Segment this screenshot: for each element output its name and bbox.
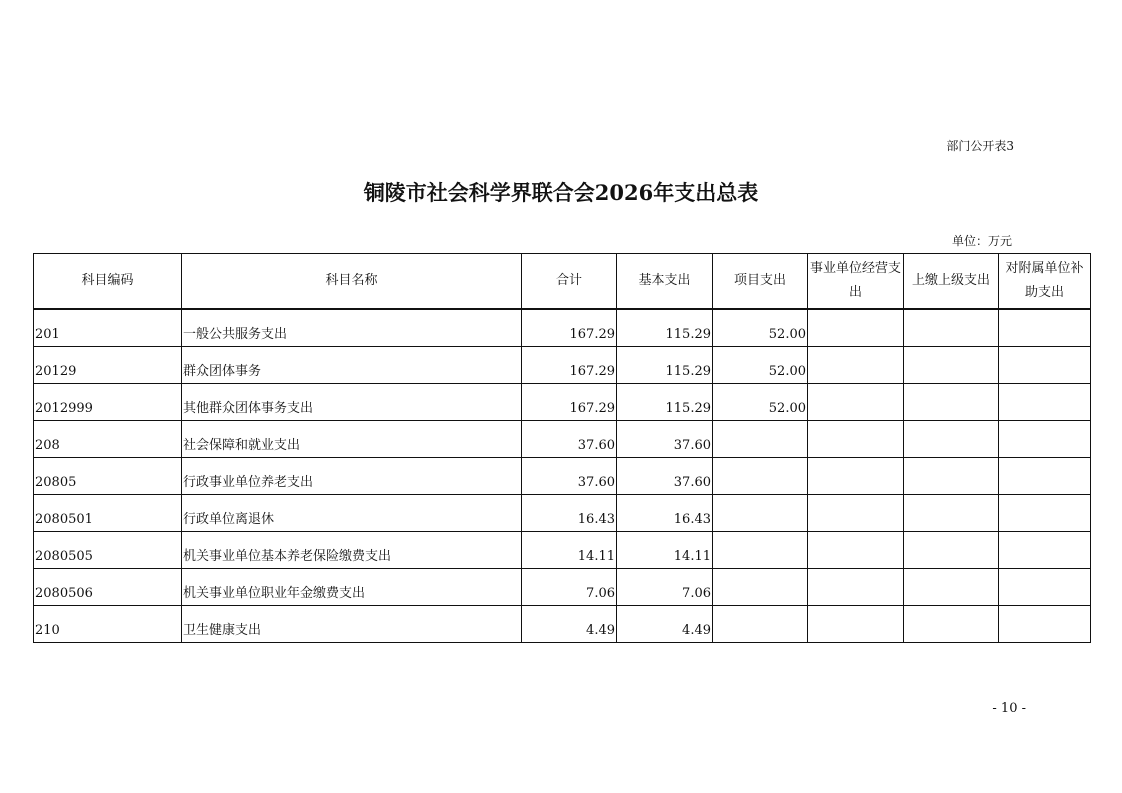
cell-upper xyxy=(904,346,999,383)
cell-name: 其他群众团体事务支出 xyxy=(182,383,522,420)
cell-name: 机关事业单位基本养老保险缴费支出 xyxy=(182,531,522,568)
table-row xyxy=(34,383,1091,420)
unit-note: 单位：万元 xyxy=(951,234,1012,248)
cell-basic: 16.43 xyxy=(617,494,713,531)
cell-project: 52.00 xyxy=(713,346,808,383)
table-label: 部门公开表3 xyxy=(946,139,1014,153)
cell-total: 16.43 xyxy=(522,494,617,531)
cell-code: 2080506 xyxy=(34,568,182,605)
cell-upper xyxy=(904,420,999,457)
cell-basic: 4.49 xyxy=(617,605,713,642)
cell-project xyxy=(713,605,808,642)
table-row xyxy=(34,346,1091,383)
cell-code: 20129 xyxy=(34,346,182,383)
cell-basic: 37.60 xyxy=(617,420,713,457)
cell-basic: 14.11 xyxy=(617,531,713,568)
cell-subsidy xyxy=(999,494,1091,531)
cell-total: 167.29 xyxy=(522,309,617,346)
cell-subsidy xyxy=(999,420,1091,457)
cell-code: 210 xyxy=(34,605,182,642)
cell-total: 4.49 xyxy=(522,605,617,642)
table-row xyxy=(34,568,1091,605)
cell-basic: 37.60 xyxy=(617,457,713,494)
cell-name: 卫生健康支出 xyxy=(182,605,522,642)
cell-upper xyxy=(904,568,999,605)
cell-basic: 115.29 xyxy=(617,346,713,383)
cell-name: 行政单位离退休 xyxy=(182,494,522,531)
header-name: 科目名称 xyxy=(182,254,522,310)
cell-upper xyxy=(904,531,999,568)
cell-code: 2012999 xyxy=(34,383,182,420)
header-subsidy: 对附属单位补助支出 xyxy=(999,254,1091,310)
cell-subsidy xyxy=(999,309,1091,346)
cell-business xyxy=(808,457,904,494)
cell-total: 14.11 xyxy=(522,531,617,568)
cell-code: 208 xyxy=(34,420,182,457)
cell-subsidy xyxy=(999,605,1091,642)
cell-upper xyxy=(904,383,999,420)
table-row xyxy=(34,457,1091,494)
cell-project xyxy=(713,531,808,568)
header-upper: 上缴上级支出 xyxy=(904,254,999,310)
cell-name: 社会保障和就业支出 xyxy=(182,420,522,457)
cell-code: 2080501 xyxy=(34,494,182,531)
header-business: 事业单位经营支出 xyxy=(808,254,904,310)
cell-total: 167.29 xyxy=(522,346,617,383)
document-title: 铜陵市社会科学界联合会2026年支出总表 xyxy=(363,180,759,205)
cell-project xyxy=(713,494,808,531)
cell-project: 52.00 xyxy=(713,309,808,346)
table-body xyxy=(34,309,1091,642)
cell-business xyxy=(808,568,904,605)
cell-business xyxy=(808,531,904,568)
cell-upper xyxy=(904,605,999,642)
cell-project xyxy=(713,568,808,605)
cell-business xyxy=(808,605,904,642)
header-project: 项目支出 xyxy=(713,254,808,310)
cell-subsidy xyxy=(999,531,1091,568)
cell-total: 167.29 xyxy=(522,383,617,420)
table-row xyxy=(34,605,1091,642)
cell-subsidy xyxy=(999,457,1091,494)
cell-upper xyxy=(904,309,999,346)
cell-total: 37.60 xyxy=(522,420,617,457)
cell-project xyxy=(713,420,808,457)
cell-basic: 7.06 xyxy=(617,568,713,605)
cell-business xyxy=(808,309,904,346)
cell-business xyxy=(808,494,904,531)
cell-basic: 115.29 xyxy=(617,383,713,420)
page-number: - 10 - xyxy=(992,701,1026,716)
table-row xyxy=(34,494,1091,531)
cell-project xyxy=(713,457,808,494)
header-row xyxy=(34,254,1091,310)
cell-upper xyxy=(904,494,999,531)
cell-total: 7.06 xyxy=(522,568,617,605)
cell-upper xyxy=(904,457,999,494)
header-total: 合计 xyxy=(522,254,617,310)
cell-subsidy xyxy=(999,568,1091,605)
cell-name: 群众团体事务 xyxy=(182,346,522,383)
cell-total: 37.60 xyxy=(522,457,617,494)
cell-name: 机关事业单位职业年金缴费支出 xyxy=(182,568,522,605)
table-row xyxy=(34,420,1091,457)
header-basic: 基本支出 xyxy=(617,254,713,310)
cell-name: 行政事业单位养老支出 xyxy=(182,457,522,494)
cell-code: 201 xyxy=(34,309,182,346)
cell-code: 2080505 xyxy=(34,531,182,568)
cell-business xyxy=(808,420,904,457)
expense-table xyxy=(33,253,1091,643)
header-code: 科目编码 xyxy=(34,254,182,310)
cell-code: 20805 xyxy=(34,457,182,494)
cell-name: 一般公共服务支出 xyxy=(182,309,522,346)
cell-project: 52.00 xyxy=(713,383,808,420)
cell-subsidy xyxy=(999,383,1091,420)
table-row xyxy=(34,309,1091,346)
table-row xyxy=(34,531,1091,568)
cell-subsidy xyxy=(999,346,1091,383)
cell-business xyxy=(808,346,904,383)
cell-basic: 115.29 xyxy=(617,309,713,346)
cell-business xyxy=(808,383,904,420)
